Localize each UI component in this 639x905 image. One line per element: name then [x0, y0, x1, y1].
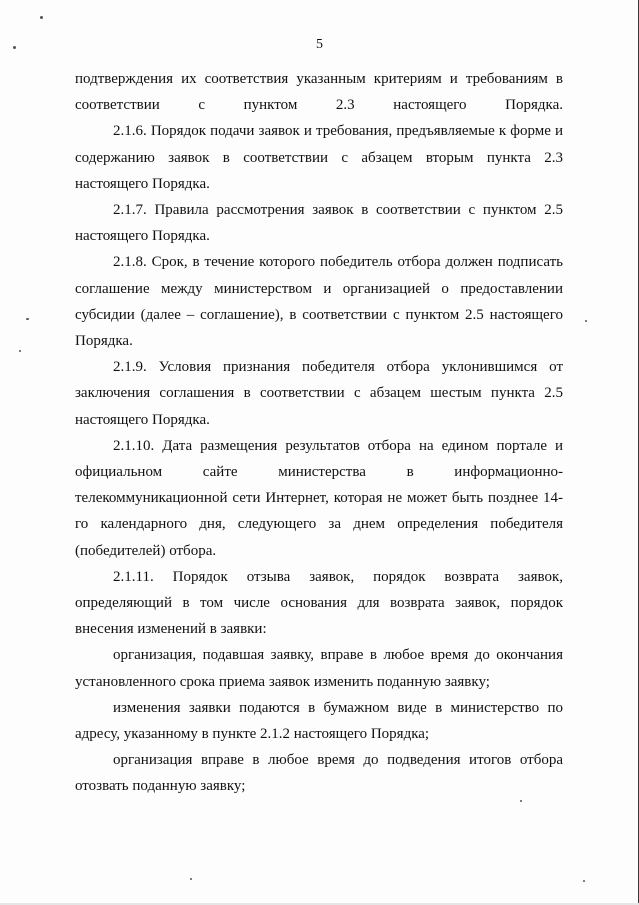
text-line: 2.1.10. Дата размещения результатов отбора на едином [113, 437, 489, 454]
text-line: внесения изменений в заявки: [75, 621, 267, 638]
text-line: организация, подавшая заявку, вправе в любое время до окончания [113, 647, 563, 664]
text-line: 2.1.9. Условия признания победителя отбора уклонившимся [113, 359, 538, 376]
text-line: пункта 2.5 настоящего Порядка. [75, 385, 563, 428]
paragraph [75, 747, 563, 799]
scan-speck [585, 320, 587, 322]
text-line: настоящего Порядка. [75, 228, 210, 245]
text-line: от заключения соглашения в соответствии с абзацем шестым [75, 359, 563, 402]
text-line: организация вправе в любое время до подведения итогов отбора [113, 752, 563, 769]
document-body [75, 66, 563, 800]
paragraph [75, 695, 563, 747]
text-line: в информационно-телекоммуникационной сети Интернет, которая [75, 464, 563, 507]
text-line: 2.1.8. Срок, в течение которого победитель отбора должен подписать [113, 254, 563, 271]
paragraph [75, 118, 563, 197]
text-line: портале и официальном сайте министерства [75, 437, 564, 481]
text-line: определения победителя (победителей) отбора. [75, 516, 563, 559]
paragraph [75, 433, 563, 564]
scan-speck [583, 880, 585, 882]
text-line: подтверждения их соответствия указанным критериям и требованиям [75, 71, 548, 87]
paragraph [75, 642, 563, 694]
paragraph [75, 354, 563, 433]
paragraph [75, 564, 563, 643]
text-line: Порядка. [75, 333, 133, 350]
text-line: отозвать поданную заявку; [75, 778, 246, 795]
text-line: по адресу, указанному в пункте 2.1.2 настоящего Порядка; [75, 699, 564, 743]
scan-speck [520, 800, 522, 802]
text-line: определяющий в том числе основания для возврата заявок, порядок [75, 595, 563, 612]
page-number: 5 [316, 37, 323, 52]
scan-speck [40, 16, 43, 19]
paragraph [75, 249, 563, 354]
paragraph [75, 197, 563, 249]
scan-speck [26, 318, 29, 320]
text-line: соглашение между министерством и организацией о предоставлении [75, 280, 563, 297]
text-line: 2.1.11. Порядок отзыва заявок, порядок возврата заявок, [113, 568, 563, 585]
text-line: настоящего Порядка. [75, 175, 210, 192]
text-line: и содержанию заявок в соответствии с абзацем вторым пункта 2.3 [75, 123, 564, 166]
scan-speck [19, 350, 21, 352]
scan-speck [190, 878, 192, 880]
text-line: 2.1.6. Порядок подачи заявок и требования, предъявляемые к форме [113, 123, 551, 140]
text-line: изменения заявки подаются в бумажном виде в министерство [113, 699, 540, 716]
text-line: в соответствии с пунктом 2.3 настоящего Порядка. [75, 71, 563, 114]
text-line: установленного срока приема заявок изменить поданную заявку; [75, 673, 490, 690]
paragraph [75, 66, 563, 118]
text-line: 2.1.7. Правила рассмотрения заявок в соответствии с пунктом 2.5 [113, 202, 563, 219]
text-line: субсидии (далее – соглашение), в соответствии с пунктом 2.5 настоящего [75, 306, 563, 323]
text-line: не может быть позднее 14-го календарного дня, следующего за днем [75, 490, 564, 533]
